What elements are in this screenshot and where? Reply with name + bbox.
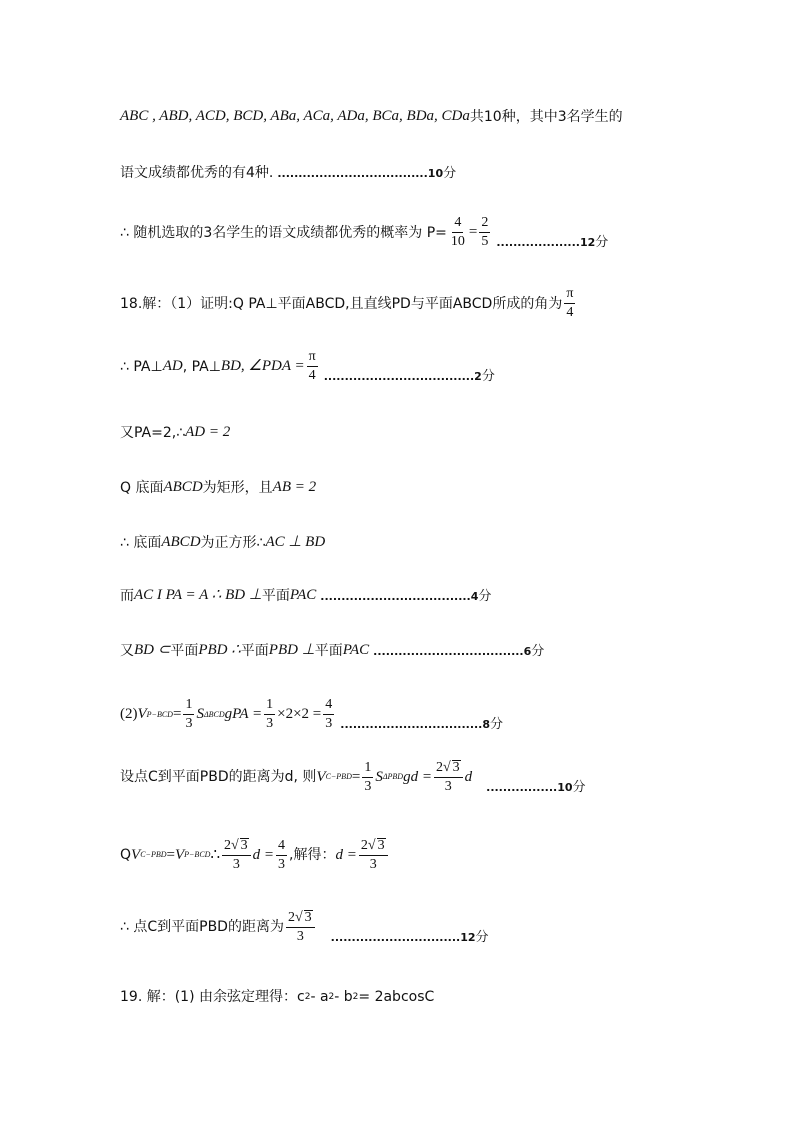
text-line-14: ∴ 点C到平面PBD的距离为 2√ 3 3 ...............................12分 [120,910,489,945]
text-line-8: ∴ 底面 ABCD 为正方形∴ AC ⊥ BD [120,534,326,551]
fraction: $\frac{2}{5}$ [481,215,489,249]
score-marker: ....................................4分 [320,589,492,604]
combinations-list: ABC , ABD, ACD, BCD, ABa, ACa, ADa, BCa, BDa, CDa [120,108,470,124]
text-line-1 [120,109,623,124]
problem-19-heading: 19. 解：(1) 由余弦定理得：c [120,989,305,1005]
text-line-15: 19. 解：(1) 由余弦定理得：c 2 - a 2 - b 2 = 2abcosC [120,989,435,1005]
score-marker: ....................................10分 [277,166,457,181]
score-marker: ....................12分 [496,235,609,250]
fraction: $\frac{\pi}{4}$ [308,349,316,383]
problem-18-heading: 18.解：（1）证明:Q PA⊥平面ABCD,且直线PD与平面ABCD所成的角为 [120,295,563,312]
text-line-12: 设点C到平面PBD的距离为d, 则 V C−PBD = $\frac{1}{3}$ S ΔPBD gd = $\frac{2√ 3}{3}$ d .................10分 [120,759,586,795]
score-marker: ...............................12分 [330,930,489,945]
text-line-6: 又PA=2,∴ AD = 2 [120,424,231,441]
text-line-13: Q V C−PBD = V P−BCD ∴ 2√ 3 3 d = $\frac{4}{3}$ ,解得： d = $\frac{2√ 3}{3}$ [120,838,390,872]
text-line-11: (2) V P−BCD = $\frac{1}{3}$ S ΔBCD g PA = $\frac{1}{3}$ ×2×2 = $\frac{4}{3}$ ..................................8分 [120,697,504,732]
fraction: 2√ 3 3 [286,910,315,944]
line-2-text: 语文成绩都优秀的有4种. [120,165,274,181]
text-line-2 [120,166,456,180]
fraction: $\frac{1}{3}$ [266,697,274,731]
score-marker: ..................................8分 [340,717,504,732]
fraction: $\frac{4}{3}$ [325,697,333,731]
fraction: π 4 [566,286,574,320]
score-marker: ....................................2分 [323,369,495,384]
text-line-4 [120,287,577,320]
text-line-5: ∴ PA⊥ AD , PA⊥ BD , ∠PDA = $\frac{\pi}{4}$ ....................................2分 [120,349,495,384]
text-line-9: 而 AC I PA = A ∴ BD ⊥ 平面 PAC ....................................4分 [120,587,492,604]
fraction: $\frac{4}{3}$ [278,837,286,872]
text-line-7: Q 底面 ABCD 为矩形，且 AB = 2 [120,479,317,496]
text-line-10: 又 BD ⊂ 平面 PBD ∴ 平面 PBD ⊥ 平面 PAC ....................................6分 [120,642,545,659]
score-marker: ....................................6分 [373,644,545,659]
fraction: 2√ 3 3 [222,838,251,872]
fraction: $\frac{2√ 3}{3}$ [434,760,463,794]
fraction: $\frac{1}{3}$ [364,759,372,794]
score-marker: .................10分 [486,780,586,795]
fraction: $\frac{1}{3}$ [185,697,193,731]
fraction: $\frac{4}{10}$ [450,215,465,249]
line-1-text: 共10种，其中3名学生的 [469,108,623,125]
line-3-text: ∴ 随机选取的3名学生的语文成绩都优秀的概率为 P= [120,224,447,241]
text-line-3: ∴ 随机选取的3名学生的语文成绩都优秀的概率为 P= $\frac{4}{10}$ = $\frac{2}{5}$ ....................12分 [120,215,609,250]
fraction: $\frac{2√ 3}{3}$ [359,838,388,872]
